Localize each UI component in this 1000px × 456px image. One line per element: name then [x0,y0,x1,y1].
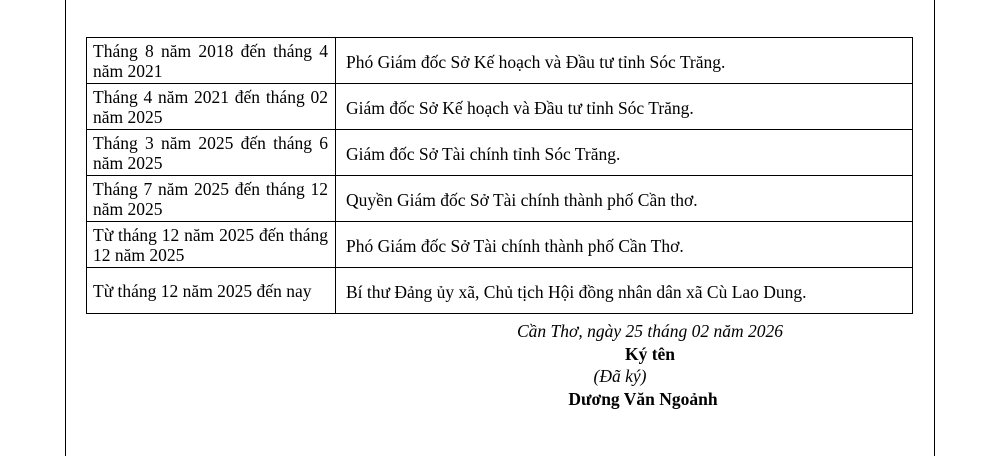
position-cell: Phó Giám đốc Sở Tài chính thành phố Cần Thơ. [336,222,913,268]
place-date: Cần Thơ, ngày 25 tháng 02 năm 2026 [516,321,783,341]
position-cell: Bí thư Đảng ủy xã, Chủ tịch Hội đồng nhân dân xã Cù Lao Dung. [336,268,913,314]
position-cell: Quyền Giám đốc Sở Tài chính thành phố Cần thơ. [336,176,913,222]
position-cell: Phó Giám đốc Sở Kế hoạch và Đầu tư tỉnh Sóc Trăng. [336,38,913,84]
signer-name: Dương Văn Ngoảnh [568,389,718,409]
table-row [87,222,913,268]
period-cell: Từ tháng 12 năm 2025 đến tháng 12 năm 2025 [87,222,336,268]
signed-note: (Đã ký) [593,366,647,386]
period-cell: Tháng 8 năm 2018 đến tháng 4 năm 2021 [87,38,336,84]
page-border-left [65,0,66,456]
career-history-table [86,37,913,314]
period-cell: Tháng 4 năm 2021 đến tháng 02 năm 2025 [87,84,336,130]
table-row [87,268,913,314]
period-cell: Từ tháng 12 năm 2025 đến nay [87,268,336,314]
signature-block [460,319,840,411]
table-row [87,130,913,176]
period-cell: Tháng 7 năm 2025 đến tháng 12 năm 2025 [87,176,336,222]
position-cell: Giám đốc Sở Kế hoạch và Đầu tư tỉnh Sóc Trăng. [336,84,913,130]
page-border-right [934,0,935,456]
signature-label: Ký tên [624,344,676,364]
table-row [87,84,913,130]
table-row [87,176,913,222]
position-cell: Giám đốc Sở Tài chính tỉnh Sóc Trăng. [336,130,913,176]
table-row [87,38,913,84]
period-cell: Tháng 3 năm 2025 đến tháng 6 năm 2025 [87,130,336,176]
